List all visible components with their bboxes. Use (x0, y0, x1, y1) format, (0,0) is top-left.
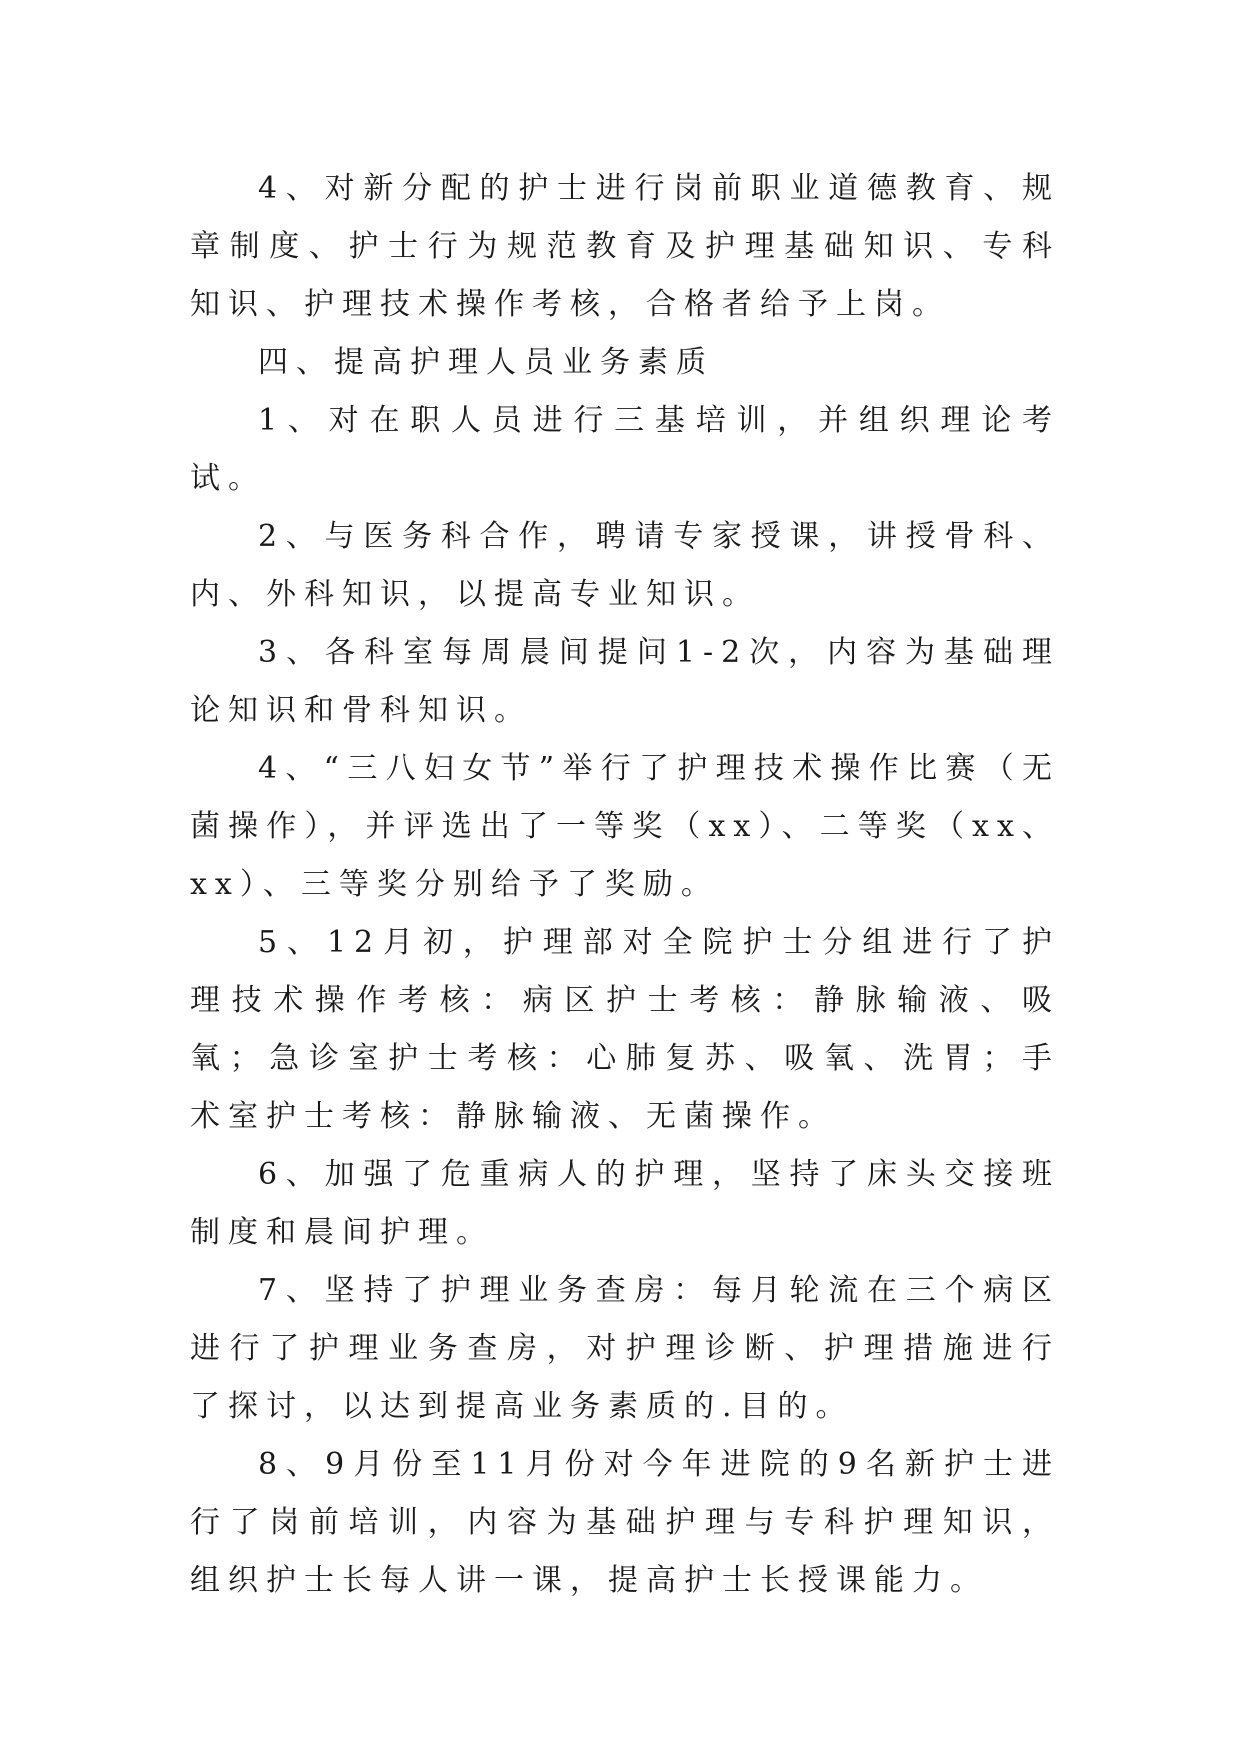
paragraph-item-6-critical-care: 6、加强了危重病人的护理，坚持了床头交接班制度和晨间护理。 (190, 1157, 1060, 1250)
paragraph-item-4-orientation: 4、对新分配的护士进行岗前职业道德教育、规章制度、护士行为规范教育及护理基础知识、专科知识、护理技术操作考核，合格者给予上岗。 (190, 171, 1060, 322)
section-heading-improve-quality: 四、提高护理人员业务素质 (258, 345, 714, 380)
paragraph-item-3-morning-questions: 3、各科室每周晨间提问1-2次，内容为基础理论知识和骨科知识。 (190, 635, 1060, 728)
document-body (190, 160, 1060, 1610)
paragraph-item-2-lectures: 2、与医务科合作，聘请专家授课，讲授骨科、内、外科知识，以提高专业知识。 (190, 519, 1060, 612)
paragraph-item-5-skill-exam: 5、12月初，护理部对全院护士分组进行了护理技术操作考核：病区护士考核：静脉输液、吸氧；急诊室护士考核：心肺复苏、吸氧、洗胃；手术室护士考核：静脉输液、无菌操作。 (190, 925, 1060, 1134)
paragraph-item-4-competition: 4、“三八妇女节”举行了护理技术操作比赛（无菌操作），并评选出了一等奖（xx）、二等奖（xx、xx）、三等奖分别给予了奖励。 (190, 751, 1060, 902)
paragraph-item-7-ward-rounds: 7、坚持了护理业务查房：每月轮流在三个病区进行了护理业务查房，对护理诊断、护理措施进行了探讨，以达到提高业务素质的.目的。 (190, 1273, 1060, 1424)
paragraph-item-1-training: 1、对在职人员进行三基培训，并组织理论考试。 (190, 403, 1060, 496)
paragraph-item-8-new-nurse-training: 8、9月份至11月份对今年进院的9名新护士进行了岗前培训，内容为基础护理与专科护理知识，组织护士长每人讲一课，提高护士长授课能力。 (190, 1447, 1060, 1598)
